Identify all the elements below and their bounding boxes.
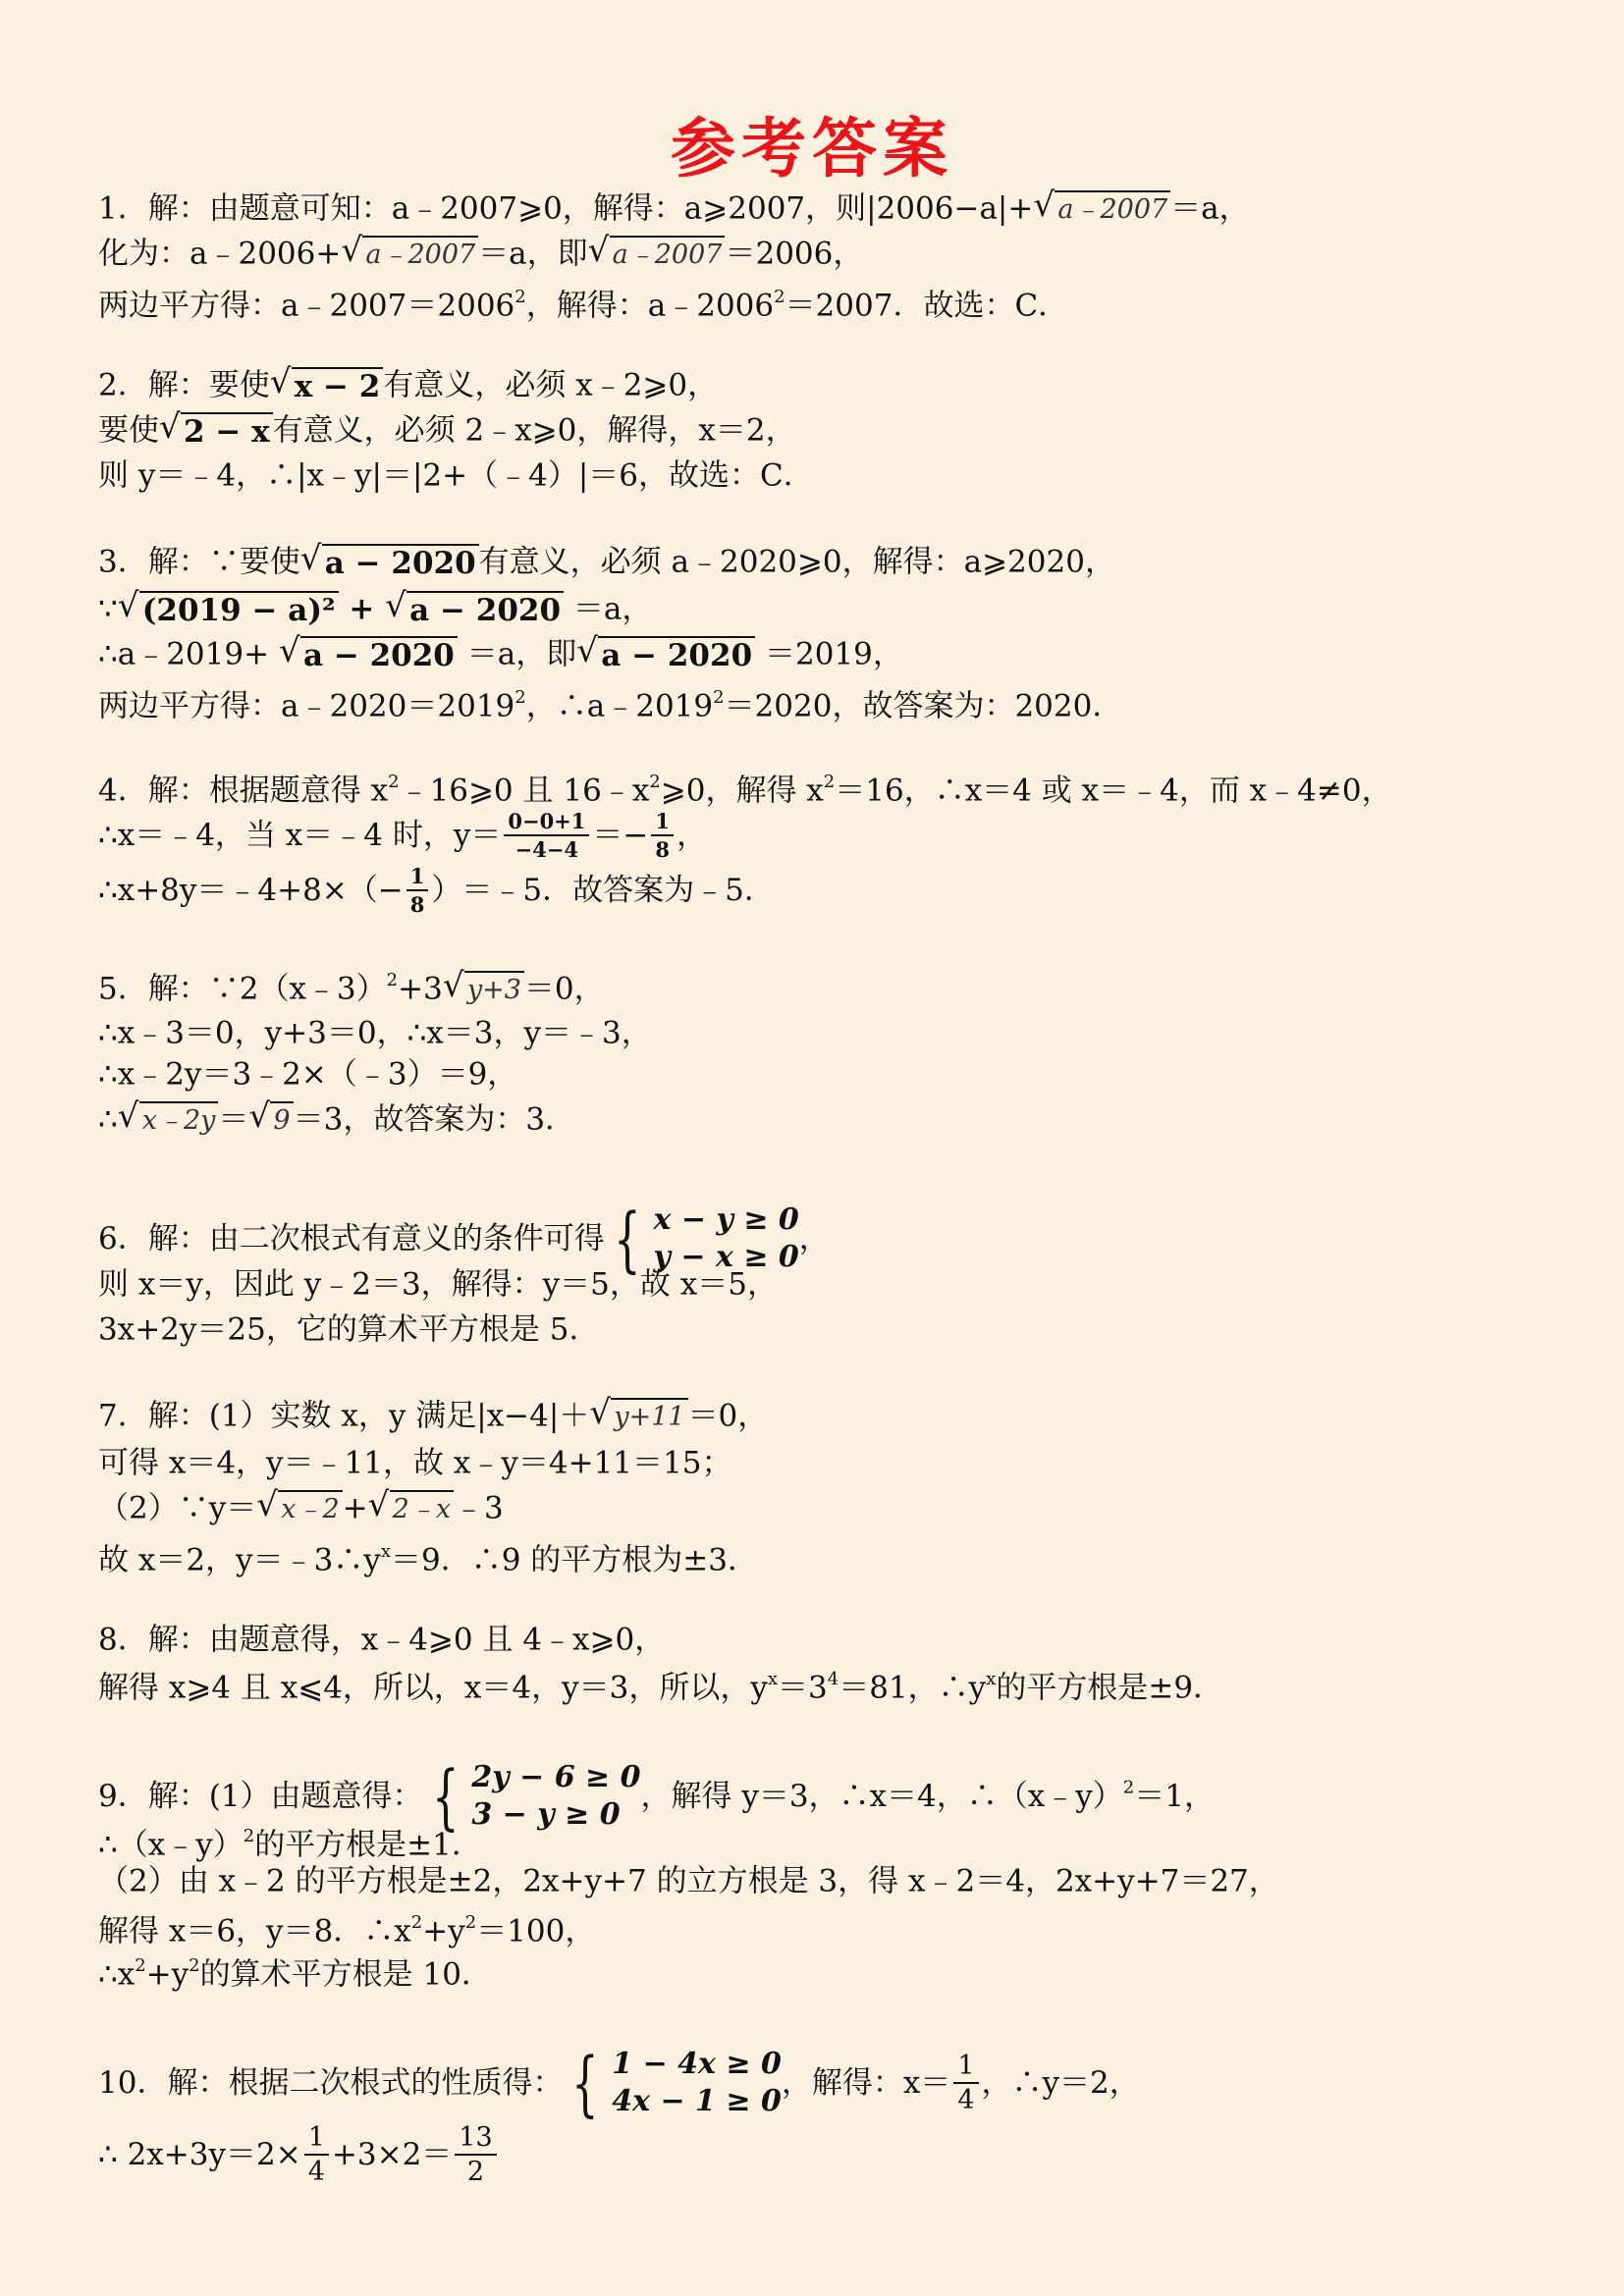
inequality-system: { x − y ≥ 0 y − x ≥ 0: [613, 1198, 799, 1280]
answer-3-line-3: ∴a﹣2019+ √ a − 2020 ＝a，即√ a − 2020 ＝2019，: [98, 632, 1565, 675]
answer-3-line-1: 3．解：∵要使√ a − 2020有意义，必须 a﹣2020⩾0，解得：a⩾2020，: [98, 540, 1565, 583]
answer-2-line-3: 则 y＝﹣4，∴|x﹣y|＝|2+（﹣4）|＝6，故选：C．: [98, 457, 814, 494]
answer-9-line-5: $\therefore x^2+y^2$的算术平方根是 10．: [98, 1955, 492, 1993]
answer-9-line-3: （2）由 x﹣2 的平方根是±2，2x+y+7 的立方根是 3，得 x﹣2＝4，2x+y+7＝27，: [98, 1863, 1279, 1899]
inequality-system: { 1 − 4x ≥ 0 4x − 1 ≥ 0: [571, 2042, 782, 2124]
answer-4-line-3: ∴x+8y＝﹣4+8×（− $\frac{1}{8}$ ）＝﹣5．故答案为﹣5．: [98, 864, 775, 917]
answer-4-line-1: 4．解：根据题意得 $x^2﹣16⩾0$ 且 $16﹣x^2⩾0$，解得 $x^2=16$，∴x＝4 或 x＝﹣4，而 x﹣4≠0，: [98, 772, 1392, 809]
answer-5-line-4: ∴√ x﹣2y＝√ 9＝3，故答案为：3．: [98, 1097, 1565, 1141]
answer-8-line-1: 8．解：由题意得，x﹣4⩾0 且 4﹣x⩾0，: [98, 1622, 666, 1658]
answer-6-line-3: 3x+2y＝25，它的算术平方根是 5．: [98, 1311, 600, 1348]
answer-5-line-1: 5．解：∵2（x﹣3）$^2$+3√ y+3＝0，: [98, 960, 1565, 1010]
answer-5-line-2: ∴x﹣3＝0，y+3＝0，∴x＝3，y＝﹣3，: [98, 1015, 652, 1051]
answer-10-line-1: 10．解：根据二次根式的性质得： { 1 − 4x ≥ 0 4x − 1 ≥ 0 ，解得：x＝ $\frac{1}{4}$ ，∴y＝2，: [98, 2042, 1140, 2124]
answer-9-line-2: ∴（x﹣y）$^2$的平方根是±1．: [98, 1826, 482, 1863]
answer-6-line-1: 6．解：由二次根式有意义的条件可得 { x − y ≥ 0 y − x ≥ 0 ，: [98, 1198, 830, 1280]
answer-7-line-1: 7．解：(1）实数 x，y 满足|x−4|＋√ y+11＝0，: [98, 1394, 1565, 1437]
answer-3-line-2: ∵√ (2019 − a)² + √ a − 2020 ＝a，: [98, 587, 1565, 630]
page-title: 参考答案: [671, 111, 953, 187]
answer-4-line-2: ∴x＝﹣4，当 x＝﹣4 时，y＝ $\frac{0-0+1}{-4-4}$ ＝− $\frac{1}{8}$ ，: [98, 809, 707, 862]
answer-10-line-2: ∴ 2x+3y＝2× $\frac{1}{4}$ +3×2＝ $\frac{13}{2}$: [98, 2124, 1565, 2185]
answer-1-line-1: 1．解：由题意可知：a﹣2007⩾0，解得：a⩾2007，则|2006−a|+√ a﹣2007＝a，: [98, 187, 1565, 230]
answer-8-line-2: 解得 x⩾4 且 x⩽4，所以，x＝4，y＝3，所以，$y^x=3^4=81$，$\therefore y^x$的平方根是±9．: [98, 1669, 1224, 1706]
answer-7-line-4: 故 x＝2，$y=﹣3\therefore y^x=9$．∴9 的平方根为±3．: [98, 1541, 758, 1578]
answer-6-line-2: 则 x＝y，因此 y﹣2＝3，解得：y＝5，故 x＝5，: [98, 1266, 778, 1303]
inequality-system: { 2y − 6 ≥ 0 3 − y ≥ 0: [431, 1755, 641, 1838]
answer-9-line-1: 9．解：(1）由题意得： { 2y − 6 ≥ 0 3 − y ≥ 0 ，解得 y＝3，∴x＝4，∴（x﹣y）$^2$＝1，: [98, 1755, 1215, 1838]
answer-7-line-2: 可得 x＝4，y＝﹣11，故 x﹣y＝4+11＝15；: [98, 1445, 732, 1481]
answer-1-line-2: 化为：a﹣2006+√ a﹣2007＝a，即√ a﹣2007＝2006，: [98, 232, 1565, 275]
answer-2-line-2: 要使√ 2 − x有意义，必须 2﹣x⩾0，解得，x＝2，: [98, 408, 1565, 452]
answer-9-line-4: 解得 x＝6，y＝8．$\therefore x^2+y^2=100$，: [98, 1912, 596, 1949]
answer-2-line-1: 2．解：要使√ x − 2有意义，必须 x﹣2⩾0，: [98, 363, 1565, 406]
answer-3-line-4: 两边平方得：$a﹣2020=2019^2$，$\therefore a﹣2019^2=2020$，故答案为：2020．: [98, 687, 1123, 724]
answer-7-line-3: （2）∵y＝√ x﹣2+√ 2﹣x﹣3: [98, 1486, 1565, 1529]
answer-5-line-3: ∴x﹣2y＝3﹣2×（﹣3）＝9，: [98, 1056, 518, 1093]
answer-1-line-3: 两边平方得：$a﹣2007=2006^2$，解得：$a﹣2006^2=2007$．故选：C．: [98, 287, 1069, 324]
